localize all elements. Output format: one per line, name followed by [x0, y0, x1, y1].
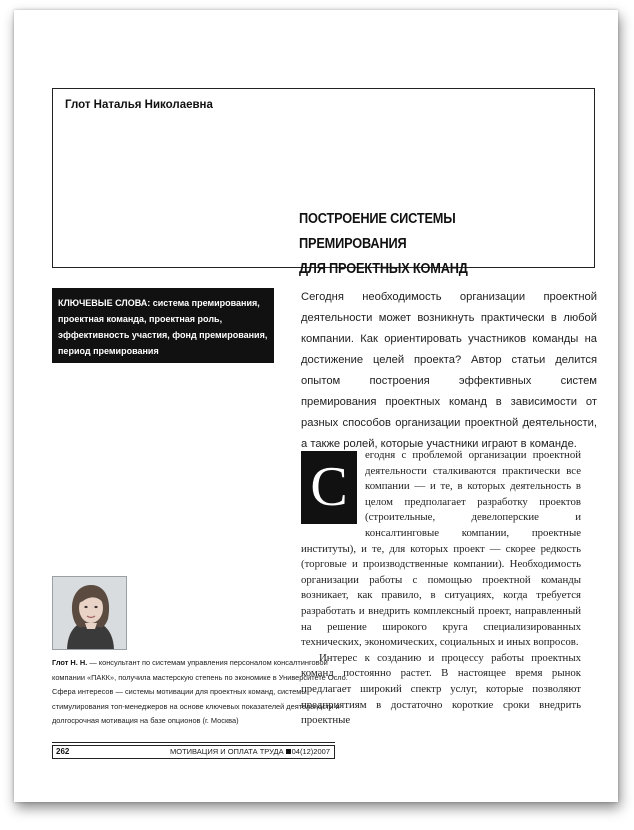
abstract-paragraph: Сегодня необходимость организации проектной деятельности может возникнуть практически в любой компании. Как ориентировать участников команды на достижение целей проекта? Автор статьи делится опытом построения эффективных систем премирования проектных команд в зависимости от разных способов организации проектной деятельности, а также ролей, которые участники играют в команде. — [301, 291, 597, 450]
journal-name: МОТИВАЦИЯ И ОПЛАТА ТРУДА — [169, 747, 284, 756]
article-title-line-2: ДЛЯ ПРОЕКТНЫХ КОМАНД — [299, 261, 468, 277]
footer-rule — [52, 742, 335, 743]
body-paragraph-1: егодня с проблемой организации проектной деятельности сталкиваются практически все компании — и те, в которых деятельность в целом предполагает разработку проектов (строительные, девелоперские и консалтинговые компании, проектные институты), и те, для которых проект — скорее редкость (торговые и производственные компании). Необходимость организации работы с помощью проектной команды возникает, как правило, в ситуациях, когда требуется разработать и внедрить комплексный проект, направленный на решение широкого круга специализированных технических, экономических, социальных и иных вопросов. — [301, 449, 581, 649]
article-title-line-1: ПОСТРОЕНИЕ СИСТЕМЫ ПРЕМИРОВАНИЯ — [299, 211, 456, 252]
keywords-box — [52, 288, 274, 363]
bio-name: Глот Н. Н. — [52, 658, 88, 667]
author-bio — [52, 656, 348, 729]
document-page — [14, 10, 618, 802]
square-bullet-icon — [286, 749, 291, 754]
author-photo — [52, 576, 127, 650]
page-number: 262 — [56, 747, 70, 756]
keywords-text: система премирования, проектная команда, проектная роль, эффективность участия, фонд премирования, период премирования — [58, 298, 268, 356]
article-title — [299, 207, 563, 282]
journal-info — [170, 747, 330, 756]
journal-issue: 04(12)2007 — [291, 747, 330, 756]
bio-text: — консультант по системам управления персоналом консалтинговой компании «ПАКК», получила мастерскую степень по экономике в Университете Осло. Сфера интересов — системы мотивации для проектных команд, системы стимулирования топ-менеджеров на основе ключевых показателей деятельности и долгосрочная мотивация на базе опционов (г. Москва) — [52, 658, 348, 726]
body-paragraph-2: Интерес к созданию и процессу работы проектных команд постоянно растет. В настоящее время рынок предлагает широкий спектр услуг, которые позволяют предприятиям в достаточно короткие сроки внедрить проектные — [301, 651, 581, 727]
drop-cap-letter: С — [301, 451, 357, 524]
keywords-label: КЛЮЧЕВЫЕ СЛОВА: — [58, 298, 151, 308]
header-frame — [52, 88, 595, 277]
author-name: Глот Наталья Николаевна — [65, 99, 213, 111]
page-footer — [52, 745, 335, 759]
